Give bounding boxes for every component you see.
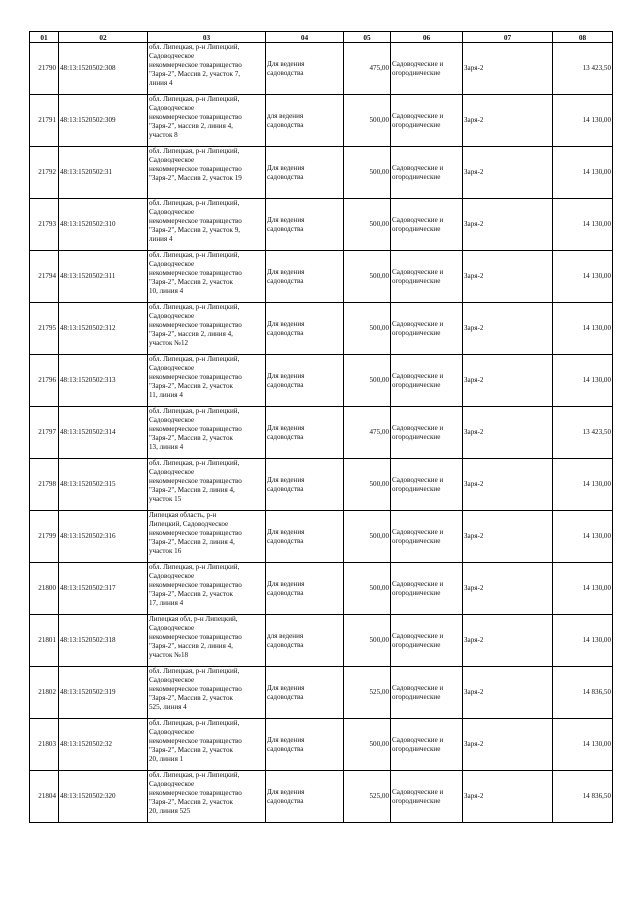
table-row bbox=[30, 771, 613, 823]
cadastral-number-cell: 48:13:1520502:308 bbox=[59, 43, 148, 95]
row-number-cell: 21802 bbox=[30, 667, 59, 719]
table-row bbox=[30, 251, 613, 303]
cadastral-value-cell: 14 130,00 bbox=[553, 719, 613, 771]
cadastral-number-cell: 48:13:1520502:31 bbox=[59, 147, 148, 199]
row-number-cell: 21795 bbox=[30, 303, 59, 355]
address-cell bbox=[148, 563, 266, 615]
table-row bbox=[30, 511, 613, 563]
cadastral-value-cell: 13 423,50 bbox=[553, 43, 613, 95]
address-text: обл. Липецкая, р-н Липецкий, Садоводческое некоммерческое товарищество "Заря-2", массив 2, линия 4, участок 8 bbox=[149, 95, 242, 139]
locality-cell: Заря-2 bbox=[463, 771, 553, 823]
address-text: обл. Липецкая, р-н Липецкий, Садоводческое некоммерческое товарищество "Заря-2", Массив 2, участок 19 bbox=[149, 147, 242, 182]
address-cell bbox=[148, 355, 266, 407]
land-category-cell: Садоводческие и огороднические bbox=[391, 459, 463, 511]
address-cell bbox=[148, 511, 266, 563]
cadastral-number-cell: 48:13:1520502:319 bbox=[59, 667, 148, 719]
cadastral-number-cell: 48:13:1520502:313 bbox=[59, 355, 148, 407]
cadastral-value-cell: 14 130,00 bbox=[553, 251, 613, 303]
table-row bbox=[30, 199, 613, 251]
land-category-cell: Садоводческие и огороднические bbox=[391, 303, 463, 355]
locality-cell: Заря-2 bbox=[463, 95, 553, 147]
cadastral-value-cell: 14 130,00 bbox=[553, 563, 613, 615]
row-number-cell: 21803 bbox=[30, 719, 59, 771]
table-row bbox=[30, 615, 613, 667]
cadastral-value-cell: 14 130,00 bbox=[553, 511, 613, 563]
column-header: 06 bbox=[391, 32, 463, 43]
column-header: 08 bbox=[553, 32, 613, 43]
cadastral-number-cell: 48:13:1520502:320 bbox=[59, 771, 148, 823]
address-cell bbox=[148, 147, 266, 199]
column-header: 07 bbox=[463, 32, 553, 43]
land-category-cell: Садоводческие и огороднические bbox=[391, 43, 463, 95]
locality-cell: Заря-2 bbox=[463, 459, 553, 511]
locality-cell: Заря-2 bbox=[463, 407, 553, 459]
table-row bbox=[30, 147, 613, 199]
column-header: 01 bbox=[30, 32, 59, 43]
cadastral-number-cell: 48:13:1520502:309 bbox=[59, 95, 148, 147]
cadastral-number-cell: 48:13:1520502:32 bbox=[59, 719, 148, 771]
row-number-cell: 21796 bbox=[30, 355, 59, 407]
table-row bbox=[30, 303, 613, 355]
address-text: обл. Липецкая, р-н Липецкий, Садоводческое некоммерческое товарищество "Заря-2", Массив 2, участок 13, линия 4 bbox=[149, 407, 242, 451]
address-cell bbox=[148, 771, 266, 823]
cadastral-number-cell: 48:13:1520502:312 bbox=[59, 303, 148, 355]
row-number-cell: 21798 bbox=[30, 459, 59, 511]
area-cell: 500,00 bbox=[344, 511, 391, 563]
address-cell bbox=[148, 407, 266, 459]
table-row bbox=[30, 355, 613, 407]
permitted-use-cell: Для ведения садоводства bbox=[266, 459, 344, 511]
row-number-cell: 21797 bbox=[30, 407, 59, 459]
area-cell: 500,00 bbox=[344, 355, 391, 407]
locality-cell: Заря-2 bbox=[463, 615, 553, 667]
permitted-use-cell: для ведения садоводства bbox=[266, 95, 344, 147]
land-category-cell: Садоводческие и огороднические bbox=[391, 615, 463, 667]
cadastral-value-cell: 14 130,00 bbox=[553, 303, 613, 355]
address-text: обл. Липецкая, р-н Липецкий, Садоводческое некоммерческое товарищество "Заря-2", Массив 2, линия 4, участок 15 bbox=[149, 459, 242, 503]
land-category-cell: Садоводческие и огороднические bbox=[391, 147, 463, 199]
permitted-use-cell: Для ведения садоводства bbox=[266, 563, 344, 615]
locality-cell: Заря-2 bbox=[463, 355, 553, 407]
land-category-cell: Садоводческие и огороднические bbox=[391, 407, 463, 459]
address-cell bbox=[148, 95, 266, 147]
permitted-use-cell: Для ведения садоводства bbox=[266, 147, 344, 199]
address-text: Липецкая обл, р-н Липецкий, Садоводческое некоммерческое товарищество "Заря-2", массив 2, линия 4, участок №18 bbox=[149, 615, 242, 659]
table-row bbox=[30, 407, 613, 459]
row-number-cell: 21792 bbox=[30, 147, 59, 199]
header-row bbox=[30, 32, 613, 43]
address-text: обл. Липецкая, р-н Липецкий, Садоводческое некоммерческое товарищество "Заря-2", Массив 2, участок 20, линия 1 bbox=[149, 719, 242, 763]
locality-cell: Заря-2 bbox=[463, 667, 553, 719]
row-number-cell: 21791 bbox=[30, 95, 59, 147]
address-cell bbox=[148, 251, 266, 303]
area-cell: 475,00 bbox=[344, 43, 391, 95]
locality-cell: Заря-2 bbox=[463, 303, 553, 355]
cadastral-number-cell: 48:13:1520502:315 bbox=[59, 459, 148, 511]
land-category-cell: Садоводческие и огороднические bbox=[391, 719, 463, 771]
address-text: обл. Липецкая, р-н Липецкий, Садоводческое некоммерческое товарищество "Заря-2", массив 2, линия 4, участок №12 bbox=[149, 303, 242, 347]
locality-cell: Заря-2 bbox=[463, 199, 553, 251]
area-cell: 500,00 bbox=[344, 95, 391, 147]
land-category-cell: Садоводческие и огороднические bbox=[391, 771, 463, 823]
cadastral-value-cell: 14 836,50 bbox=[553, 667, 613, 719]
address-text: обл. Липецкая, р-н Липецкий, Садоводческое некоммерческое товарищество "Заря-2", Массив 2, участок 525, линия 4 bbox=[149, 667, 242, 711]
locality-cell: Заря-2 bbox=[463, 251, 553, 303]
table-row bbox=[30, 95, 613, 147]
land-category-cell: Садоводческие и огороднические bbox=[391, 667, 463, 719]
cadastral-number-cell: 48:13:1520502:317 bbox=[59, 563, 148, 615]
row-number-cell: 21801 bbox=[30, 615, 59, 667]
cadastral-number-cell: 48:13:1520502:314 bbox=[59, 407, 148, 459]
land-category-cell: Садоводческие и огороднические bbox=[391, 95, 463, 147]
area-cell: 475,00 bbox=[344, 407, 391, 459]
permitted-use-cell: Для ведения садоводства bbox=[266, 719, 344, 771]
locality-cell: Заря-2 bbox=[463, 43, 553, 95]
table-row bbox=[30, 43, 613, 95]
land-category-cell: Садоводческие и огороднические bbox=[391, 199, 463, 251]
permitted-use-cell: Для ведения садоводства bbox=[266, 407, 344, 459]
address-cell bbox=[148, 303, 266, 355]
area-cell: 500,00 bbox=[344, 615, 391, 667]
permitted-use-cell: Для ведения садоводства bbox=[266, 355, 344, 407]
land-category-cell: Садоводческие и огороднические bbox=[391, 355, 463, 407]
permitted-use-cell: Для ведения садоводства bbox=[266, 667, 344, 719]
table-row bbox=[30, 719, 613, 771]
address-cell bbox=[148, 667, 266, 719]
locality-cell: Заря-2 bbox=[463, 511, 553, 563]
row-number-cell: 21804 bbox=[30, 771, 59, 823]
land-registry-table bbox=[29, 31, 613, 823]
cadastral-value-cell: 14 130,00 bbox=[553, 459, 613, 511]
table-row bbox=[30, 459, 613, 511]
address-cell bbox=[148, 199, 266, 251]
land-category-cell: Садоводческие и огороднические bbox=[391, 251, 463, 303]
cadastral-value-cell: 14 130,00 bbox=[553, 95, 613, 147]
address-text: обл. Липецкая, р-н Липецкий, Садоводческое некоммерческое товарищество "Заря-2", Массив 2, участок 7, линия 4 bbox=[149, 43, 242, 87]
column-header: 05 bbox=[344, 32, 391, 43]
permitted-use-cell: для ведения садоводства bbox=[266, 615, 344, 667]
permitted-use-cell: Для ведения садоводства bbox=[266, 199, 344, 251]
locality-cell: Заря-2 bbox=[463, 563, 553, 615]
area-cell: 500,00 bbox=[344, 459, 391, 511]
table-row bbox=[30, 667, 613, 719]
area-cell: 500,00 bbox=[344, 719, 391, 771]
cadastral-value-cell: 14 130,00 bbox=[553, 199, 613, 251]
row-number-cell: 21799 bbox=[30, 511, 59, 563]
land-category-cell: Садоводческие и огороднические bbox=[391, 511, 463, 563]
cadastral-number-cell: 48:13:1520502:316 bbox=[59, 511, 148, 563]
row-number-cell: 21790 bbox=[30, 43, 59, 95]
address-text: обл. Липецкая, р-н Липецкий, Садоводческое некоммерческое товарищество "Заря-2", Массив 2, участок 17, линия 4 bbox=[149, 563, 242, 607]
land-category-cell: Садоводческие и огороднические bbox=[391, 563, 463, 615]
locality-cell: Заря-2 bbox=[463, 719, 553, 771]
area-cell: 500,00 bbox=[344, 147, 391, 199]
address-text: обл. Липецкая, р-н Липецкий, Садоводческое некоммерческое товарищество "Заря-2", Массив 2, участок 20, линия 525 bbox=[149, 771, 242, 815]
area-cell: 500,00 bbox=[344, 199, 391, 251]
area-cell: 500,00 bbox=[344, 563, 391, 615]
locality-cell: Заря-2 bbox=[463, 147, 553, 199]
address-cell bbox=[148, 459, 266, 511]
cadastral-number-cell: 48:13:1520502:318 bbox=[59, 615, 148, 667]
address-cell bbox=[148, 615, 266, 667]
address-text: обл. Липецкая, р-н Липецкий, Садоводческое некоммерческое товарищество "Заря-2", Массив 2, участок 10, линия 4 bbox=[149, 251, 242, 295]
area-cell: 500,00 bbox=[344, 303, 391, 355]
permitted-use-cell: Для ведения садоводства bbox=[266, 43, 344, 95]
row-number-cell: 21800 bbox=[30, 563, 59, 615]
address-text: обл. Липецкая, р-н Липецкий, Садоводческое некоммерческое товарищество "Заря-2", Массив 2, участок 9, линия 4 bbox=[149, 199, 242, 243]
row-number-cell: 21793 bbox=[30, 199, 59, 251]
cadastral-value-cell: 14 130,00 bbox=[553, 147, 613, 199]
permitted-use-cell: Для ведения садоводства bbox=[266, 251, 344, 303]
cadastral-value-cell: 14 836,50 bbox=[553, 771, 613, 823]
area-cell: 525,00 bbox=[344, 667, 391, 719]
address-cell bbox=[148, 43, 266, 95]
column-header: 02 bbox=[59, 32, 148, 43]
permitted-use-cell: Для ведения садоводства bbox=[266, 771, 344, 823]
address-text: Липецкая область, р-н Липецкий, Садоводческое некоммерческое товарищество "Заря-2", Массив 2, линия 4, участок 16 bbox=[149, 511, 242, 555]
column-header: 03 bbox=[148, 32, 266, 43]
cadastral-number-cell: 48:13:1520502:311 bbox=[59, 251, 148, 303]
column-header: 04 bbox=[266, 32, 344, 43]
permitted-use-cell: Для ведения садоводства bbox=[266, 303, 344, 355]
table-row bbox=[30, 563, 613, 615]
address-cell bbox=[148, 719, 266, 771]
area-cell: 500,00 bbox=[344, 251, 391, 303]
cadastral-number-cell: 48:13:1520502:310 bbox=[59, 199, 148, 251]
area-cell: 525,00 bbox=[344, 771, 391, 823]
row-number-cell: 21794 bbox=[30, 251, 59, 303]
cadastral-value-cell: 13 423,50 bbox=[553, 407, 613, 459]
cadastral-value-cell: 14 130,00 bbox=[553, 615, 613, 667]
address-text: обл. Липецкая, р-н Липецкий, Садоводческое некоммерческое товарищество "Заря-2", Массив 2, участок 11, линия 4 bbox=[149, 355, 242, 399]
cadastral-value-cell: 14 130,00 bbox=[553, 355, 613, 407]
permitted-use-cell: Для ведения садоводства bbox=[266, 511, 344, 563]
